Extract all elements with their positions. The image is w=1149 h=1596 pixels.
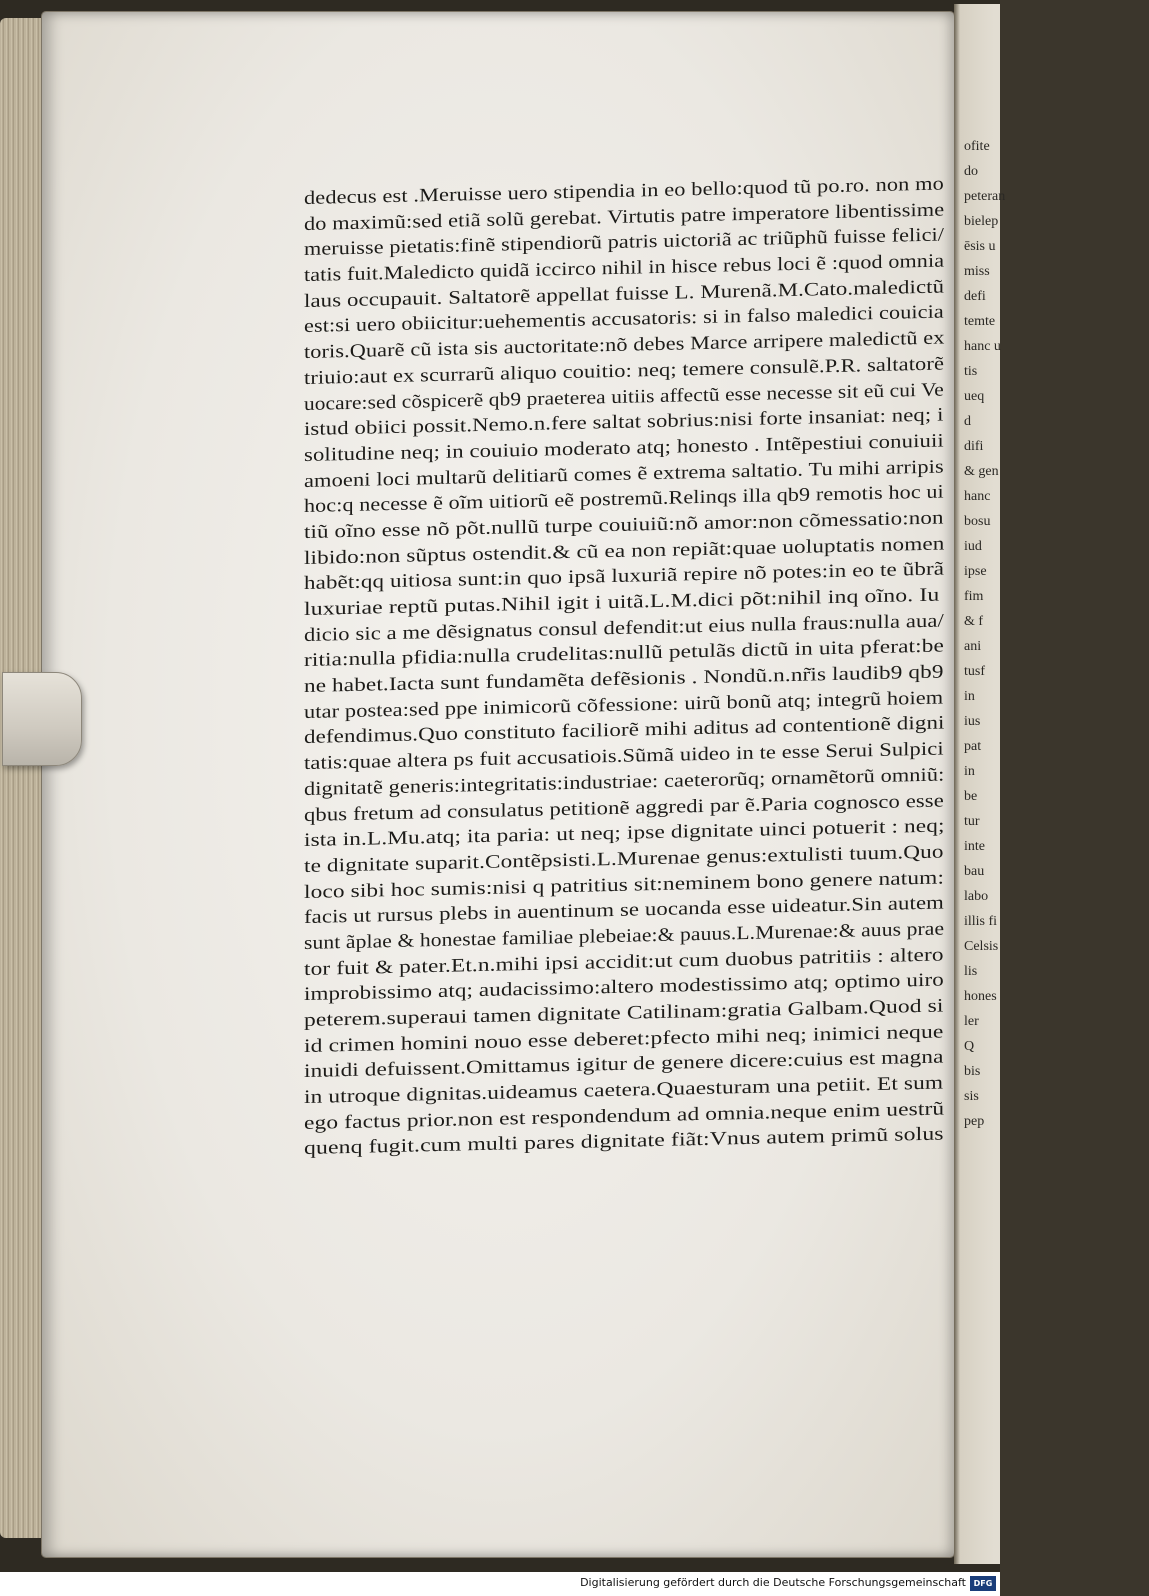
- text-line: sunt ãplae & honestae familiae plebeiae:& pauus.L.Murenae:& auus prae: [304, 918, 945, 954]
- text-line: defendimus.Quo constituto faciliorẽ mihi aditus ad contentionẽ digni: [304, 712, 945, 749]
- facing-page-fragment: illis fi: [964, 914, 998, 929]
- text-line: dedecus est .Meruisse uero stipendia in eo bello:quod tũ po.ro. non mo: [304, 173, 944, 209]
- text-line: tatis fuit.Maledicto quidã iccirco nihil in hisce rebus loci ẽ :quod omnia: [304, 250, 945, 287]
- facing-page-fragment: ipse: [964, 564, 987, 579]
- facing-page-fragment: ofite do: [964, 139, 990, 179]
- facing-page-fragment: Celsis: [964, 939, 999, 954]
- text-line: luxuriae reptũ putas.Nihil igit i uitã.L.M.dici põt:nihil inq oĩno. Iu: [304, 584, 940, 620]
- facing-page-fragment: hones: [964, 989, 997, 1004]
- facing-page-fragment: pep: [964, 1114, 985, 1129]
- facing-page-fragment: defi: [964, 289, 986, 304]
- text-line: ritia:nulla pfidia:nulla crudelitas:nullũ petulãs dictũ in uita pferat:be: [304, 635, 944, 672]
- facing-page-fragment: be: [964, 789, 978, 804]
- text-line: tiũ oĩno esse nõ põt.nullũ turpe couiuiũ:nõ amor:non cõmessatio:non: [304, 507, 944, 543]
- facing-page-fragment: iud: [964, 539, 982, 554]
- facing-page-fragment: ani: [964, 639, 982, 654]
- text-line: qbus fretum ad consulatus petitionẽ aggredi par ẽ.Paria cognosco esse: [304, 789, 944, 826]
- facing-page-fragment: ler: [964, 1014, 979, 1029]
- facing-page-fragment: bielep: [964, 214, 999, 229]
- facing-page-fragment: ueq: [964, 389, 985, 404]
- text-line: dignitatẽ generis:integritatis:industriae: caeterorũq; ornamẽtorũ omniũ:: [304, 764, 945, 800]
- dfg-logo: DFG: [970, 1576, 996, 1591]
- text-line: peterem.superaui tamen dignitate Catilinam:gratia Galbam.Quod si: [304, 995, 944, 1031]
- facing-page-fragment: lis: [964, 964, 978, 979]
- text-line: toris.Quarẽ cũ ista sis auctoritate:nõ debes Marce arripere maledictũ ex: [304, 327, 945, 364]
- facing-page-fragment: bosu: [964, 514, 991, 529]
- facing-page-fragment: miss: [964, 264, 990, 279]
- facing-page-text: [964, 134, 1005, 1134]
- text-line: tatis:quae altera ps fuit accusatiois.Sũmã uideo in te esse Serui Sulpici: [304, 738, 944, 775]
- text-line: solitudine neq; in couiuio moderato atq; honesto . Intẽpestiui conuiuii: [304, 430, 944, 466]
- page-clip-holder: [2, 672, 82, 766]
- text-line: hoc:q necesse ẽ oĩm uitiorũ eẽ postremũ.Relinqs illa qb9 remotis hoc ui: [304, 481, 944, 518]
- footer-bar: [0, 1572, 1000, 1596]
- text-line: in utroque dignitas.uideamus caetera.Quaesturam una petiit. Et sum: [304, 1072, 944, 1109]
- book-page: [42, 12, 954, 1557]
- text-line: loco sibi hoc sumis:nisi q patritius sit:neminem bono genere natum:: [304, 867, 945, 903]
- incunable-text-block: [304, 173, 980, 1162]
- facing-page-fragment: labo: [964, 889, 989, 904]
- text-line: te dignitate suparit.Contẽpsisti.L.Murenae genus:extulisti tuum.Quo: [304, 841, 944, 877]
- facing-page-fragment: tur: [964, 814, 980, 829]
- funding-credit: Digitalisierung gefördert durch die Deutsche Forschungsgemeinschaft: [580, 1576, 966, 1589]
- facing-page-fragment: difi: [964, 439, 984, 454]
- facing-page-fragment: & f: [964, 614, 984, 629]
- facing-page-fragment: in: [964, 764, 975, 779]
- text-line: amoeni loci multarũ delitiarũ comes ẽ extrema saltatio. Tu mihi arripis: [304, 456, 944, 492]
- text-line: libido:non sũptus ostendit.& cũ ea non repiãt:quae uoluptatis nomen: [304, 533, 945, 569]
- text-line: tor fuit & pater.Et.n.mihi ipsi accidit:ut cum duobus patritiis : altero: [304, 944, 944, 980]
- facing-page-fragment: d: [964, 414, 971, 429]
- text-line: meruisse pietatis:finẽ stipendiorũ patris uictoriã ac triũphũ fuisse felici/: [304, 224, 945, 261]
- facing-page-fragment: tis: [964, 364, 978, 379]
- facing-page-fragment: bis: [964, 1064, 981, 1079]
- facing-page-fragment: ius: [964, 714, 981, 729]
- text-line: facis ut rursus plebs in auentinum se uocanda esse uideatur.Sin autem: [304, 892, 944, 929]
- facing-page-fragment: tusf: [964, 664, 985, 679]
- facing-page-fragment: & gen: [964, 464, 999, 479]
- facing-page-edge: [954, 4, 1006, 1564]
- book-page-edges: [0, 18, 46, 1538]
- text-line: dicio sic a me dẽsignatus consul defendit:ut eius nulla fraus:nulla aua/: [304, 610, 944, 646]
- text-line: do maximũ:sed etiã solũ gerebat. Virtutis patre imperatore libentissime: [304, 199, 945, 235]
- facing-page-fragment: sis: [964, 1089, 979, 1104]
- text-line: triuio:aut ex scurrarũ aliquo couitio: neq; temere consulẽ.P.R. saltatorẽ: [304, 353, 945, 389]
- facing-page-fragment: bau: [964, 864, 985, 879]
- text-line: id crimen homini nouo esse deberet:pfecto mihi neq; inimici neque: [304, 1021, 944, 1057]
- facing-page-fragment: fim: [964, 589, 984, 604]
- facing-page-fragment: hanc: [964, 489, 991, 504]
- text-line: inuidi defuissent.Omittamus igitur de genere dicere:cuius est magna: [304, 1046, 944, 1083]
- text-line: habẽt:qq uitiosa sunt:in quo ipsã luxuriã repire nõ potes:in eo te ũbrã: [304, 558, 945, 595]
- text-line: utar postea:sed ppe inimicorũ cõfessione: uirũ bonũ atq; integrũ hoiem: [304, 687, 944, 723]
- text-line: istud obiici possit.Nemo.n.fere saltat sobrius:nisi forte insaniat: neq; i: [304, 404, 944, 441]
- text-line: ista in.L.Mu.atq; ita paria: ut neq; ipse dignitate uinci potuerit : neq;: [304, 815, 945, 852]
- facing-page-fragment: temte: [964, 314, 996, 329]
- text-line: ego factus prior.non est respondendum ad omnia.neque enim uestrũ: [304, 1098, 945, 1134]
- facing-page-fragment: ēsis u: [964, 239, 996, 254]
- text-line: ne habet.Iacta sunt fundamẽta defẽsionis . Nondũ.n.nr̃is laudib9 qb9: [304, 661, 944, 698]
- facing-page-fragment: in: [964, 689, 975, 704]
- facing-page-fragment: hanc u: [964, 339, 1001, 354]
- facing-page-fragment: pat: [964, 739, 982, 754]
- facing-page-fragment: Q: [964, 1039, 975, 1054]
- text-line: uocare:sed cõspicerẽ qb9 praeterea uitiis affectũ esse necesse sit eũ cui Ve: [304, 378, 944, 415]
- facing-page-fragment: peteran: [964, 189, 1006, 204]
- text-line: quenq fugit.cum multi pares dignitate fiãt:Vnus autem primũ solus: [304, 1123, 944, 1160]
- text-line: improbissimo atq; audacissimo:altero modestissimo atq; optimo uiro: [304, 969, 944, 1006]
- facing-page-fragment: inte: [964, 839, 985, 854]
- text-line: laus occupauit. Saltatorẽ appellat fuisse L. Murenã.M.Cato.maledictũ: [304, 276, 945, 312]
- text-line: est:si uero obiicitur:uehementis accusatoris: si in falso maledici couicia: [304, 301, 944, 338]
